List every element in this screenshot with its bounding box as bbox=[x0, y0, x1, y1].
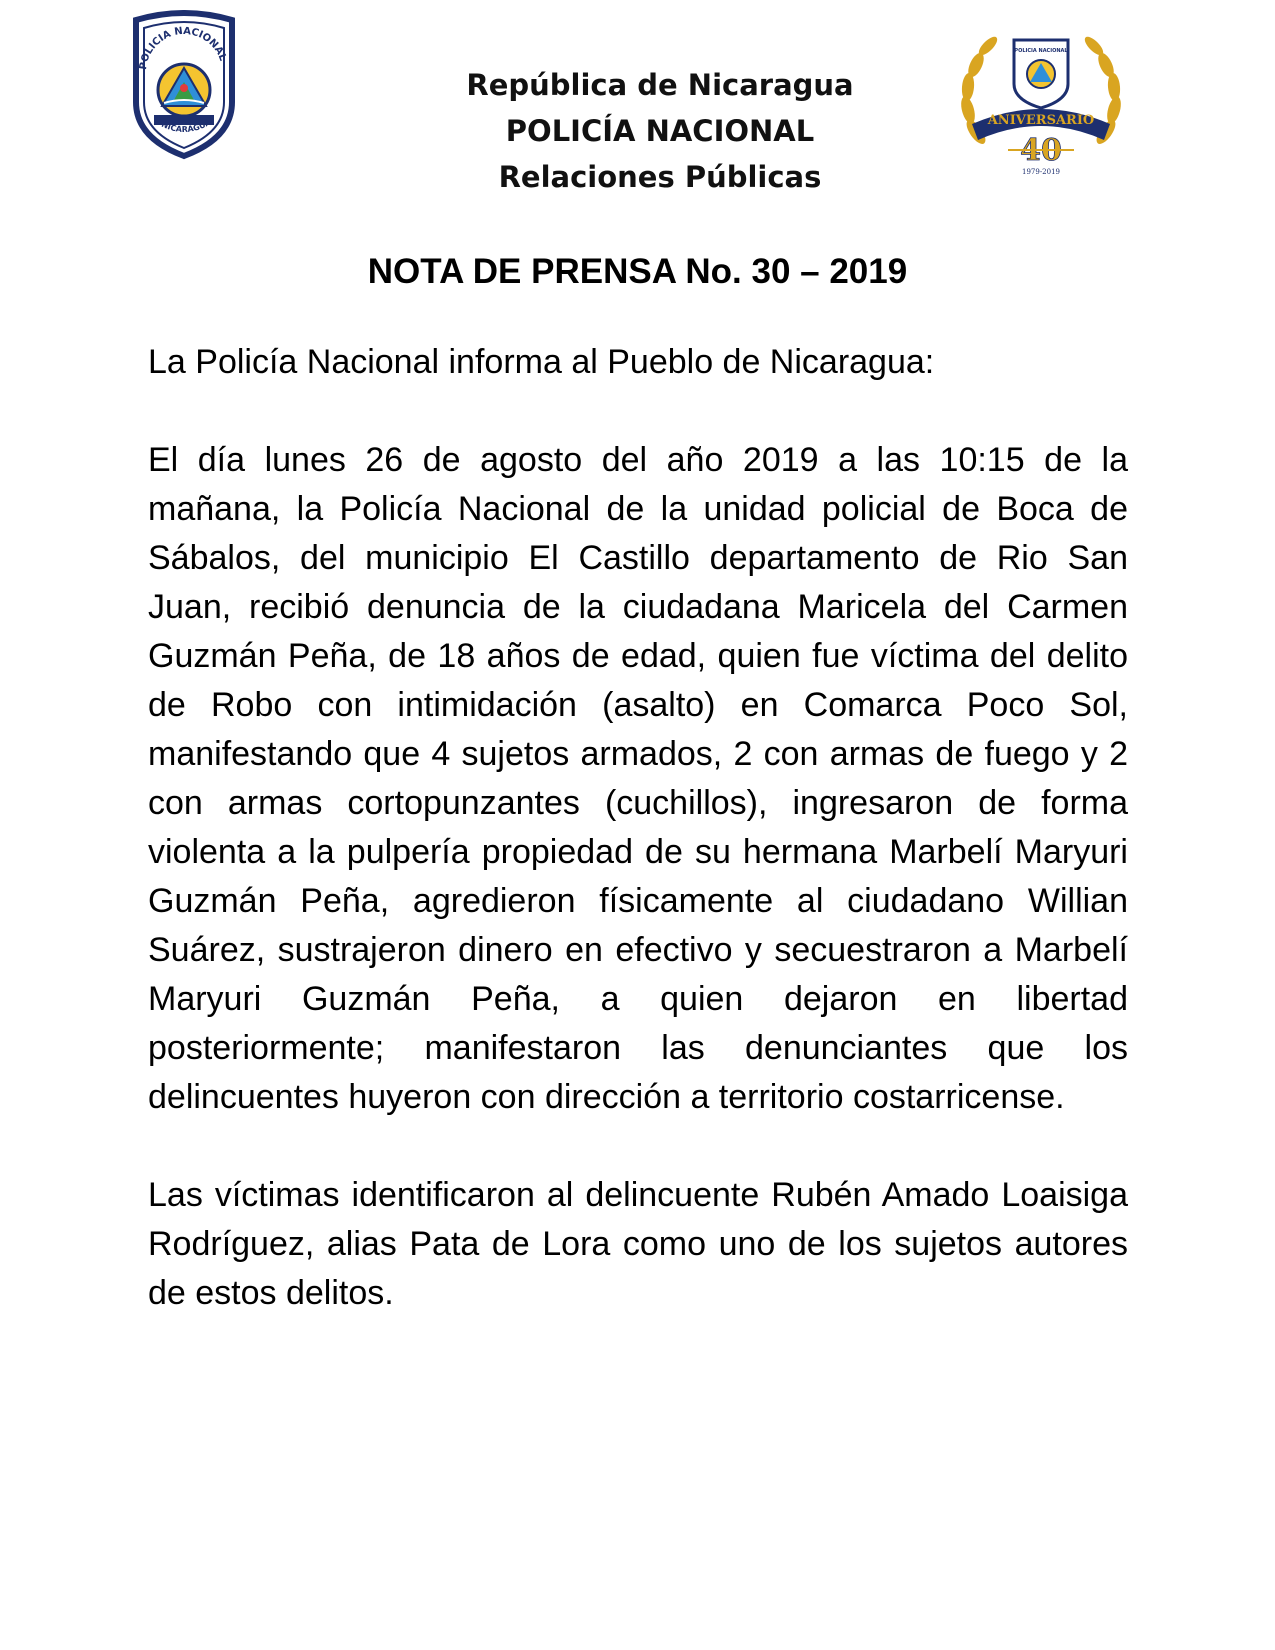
anniversary-emblem-icon bbox=[954, 32, 1128, 182]
intro-paragraph: La Policía Nacional informa al Pueblo de Nicaragua: bbox=[148, 343, 935, 381]
letterhead bbox=[0, 0, 1275, 230]
badge-text: POLICIA NACIONAL bbox=[1014, 48, 1068, 54]
body-paragraph-1: El día lunes 26 de agosto del año 2019 a las 10:15 de la mañana, la Policía Nacional de la unidad policial de Boca de Sábalos, del municipio El Castillo departamento de Rio San Juan, recibió denuncia de la ciudadana Maricela del Carmen Guzmán Peña, de 18 años de edad, quien fue víctima del delito de Robo con intimidación (asalto) en Comarca Poco Sol, manifestando que 4 sujetos armados, 2 con armas de fuego y 2 con armas cortopunzantes (cuchillos), ingresaron de forma violenta a la pulpería propiedad de su hermana Marbelí Maryuri Guzmán Peña, agredieron físicamente al ciudadano Willian Suárez, sustrajeron dinero en efectivo y secuestraron a Marbelí Maryuri Guzmán Peña, a quien dejaron en libertad posteriormente; manifestaron las denunciantes que los delincuentes huyeron con dirección a territorio costarricense. bbox=[148, 441, 1128, 1116]
header-department: Relaciones Públicas bbox=[498, 160, 822, 194]
left-logo-bottom-text: NICARAGUA bbox=[160, 117, 213, 135]
header-country: República de Nicaragua bbox=[466, 68, 854, 102]
anniversary-ribbon-text: ANIVERSARIO bbox=[987, 113, 1095, 128]
letterhead-title bbox=[380, 62, 940, 200]
press-release-title: NOTA DE PRENSA No. 30 – 2019 bbox=[367, 252, 908, 291]
anniversary-number: 40 bbox=[1020, 133, 1062, 168]
police-shield-logo-icon bbox=[128, 10, 240, 160]
left-logo-top-text: POLICIA NACIONAL bbox=[137, 25, 229, 71]
body-paragraph-2: Las víctimas identificaron al delincuente Rubén Amado Loaisiga Rodríguez, alias Pata de Lora como uno de los sujetos autores de estos delitos. bbox=[148, 1176, 1128, 1312]
press-release-body bbox=[148, 338, 1128, 1367]
anniversary-years: 1979-2019 bbox=[1022, 168, 1060, 176]
header-institution: POLICÍA NACIONAL bbox=[505, 114, 815, 148]
